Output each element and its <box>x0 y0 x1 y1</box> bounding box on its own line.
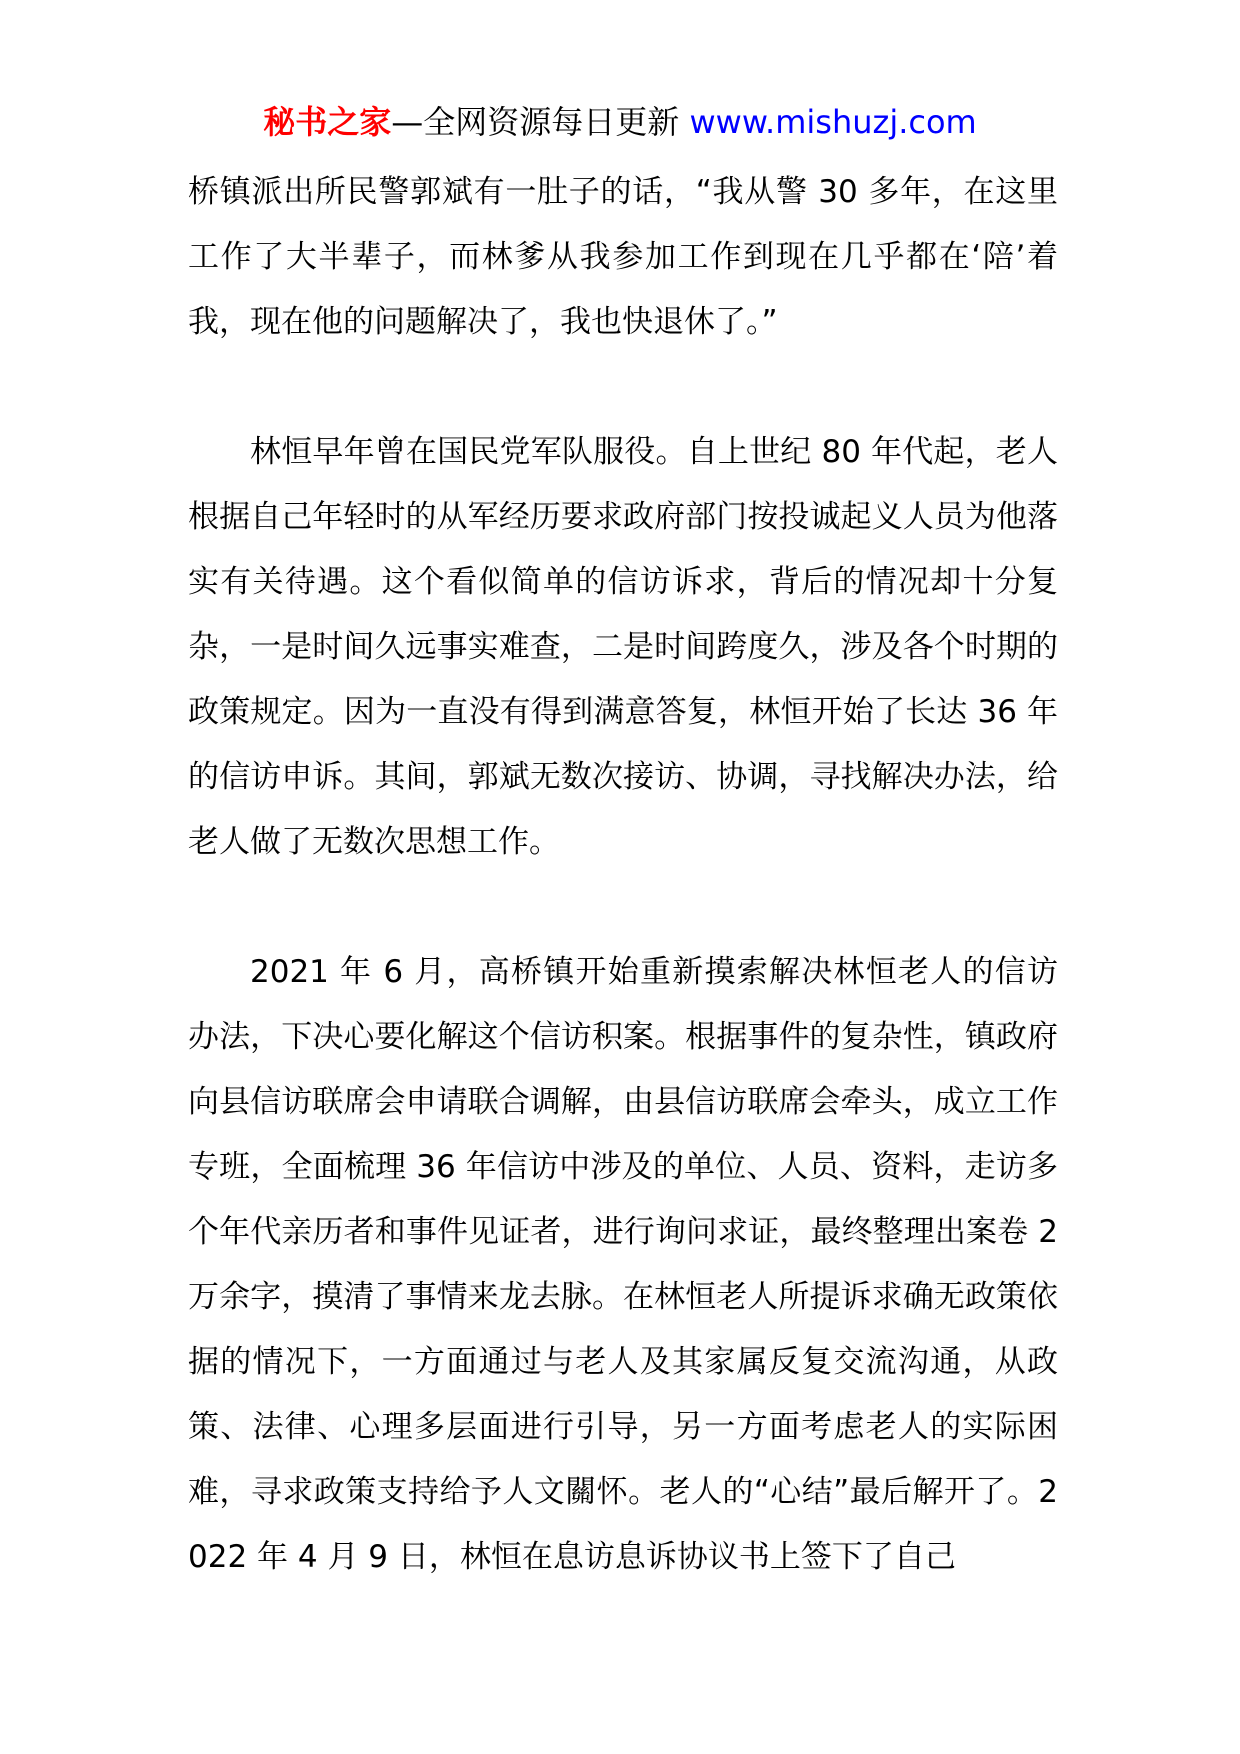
paragraph-continuation: 桥镇派出所民警郭斌有一肚子的话，“我从警 30 多年，在这里工作了大半辈子，而林爹从我参加工作到现在几乎都在‘陪’着我，现在他的问题解决了，我也快退休了。” <box>188 174 1058 340</box>
paragraph-resolution: 2021 年 6 月，高桥镇开始重新摸索解决林恒老人的信访办法，下决心要化解这个信访积案。根据事件的复杂性，镇政府向县信访联席会申请联合调解，由县信访联席会牵头，成立工作专班，全面梳理 36 年信访中涉及的单位、人员、资料，走访多个年代亲历者和事件见证者，进行询问求证，最终整理出案卷 2 万余字，摸清了事情来龙去脉。在林恒老人所提诉求确无政策依据的情况下，一方面通过与老人及其家属反复交流沟通，从政策、法律、心理多层面进行引导，另一方面考虑老人的实际困难，寻求政策支持给予人文關怀。老人的“心结”最后解开了。2022 年 4 月 9 日，林恒在息访息诉协议书上签下了自己 <box>188 954 1058 1575</box>
site-header <box>0 100 1240 144</box>
site-url-link[interactable]: www.mishuzj.com <box>689 103 977 141</box>
document-body <box>188 160 1058 1590</box>
site-tagline: —全网资源每日更新 <box>391 103 680 141</box>
site-brand: 秘书之家 <box>263 103 392 141</box>
paragraph-background: 林恒早年曾在国民党军队服役。自上世纪 80 年代起，老人根据自己年轻时的从军经历要求政府部门按投诚起义人员为他落实有关待遇。这个看似简单的信访诉求，背后的情况却十分复杂，一是时间久远事实难查，二是时间跨度久，涉及各个时期的政策规定。因为一直没有得到满意答复，林恒开始了长达 36 年的信访申诉。其间，郭斌无数次接访、协调，寻找解决办法，给老人做了无数次思想工作。 <box>188 434 1058 860</box>
